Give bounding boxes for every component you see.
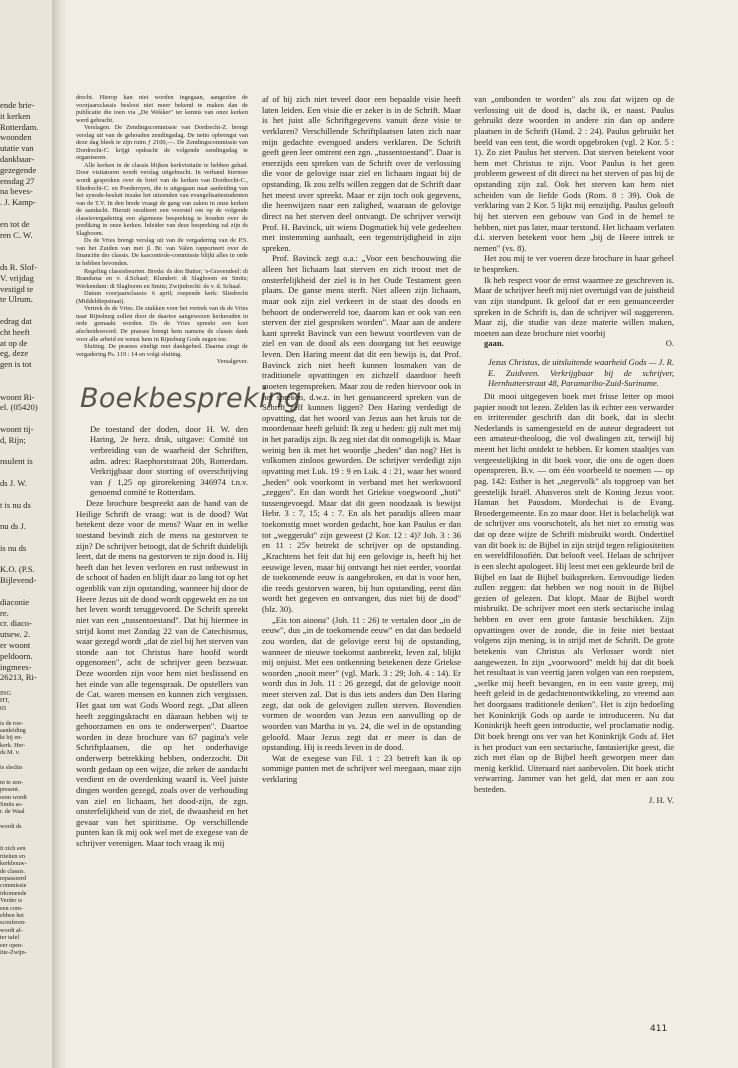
margin-fragment: Rotterdam. — [0, 121, 39, 132]
margin-fragment: cht heeft — [0, 326, 30, 337]
margin-fragment-small: itie-Zwijn- — [0, 949, 27, 956]
margin-fragment: is nu ds — [0, 542, 27, 553]
margin-fragment: ds R. Slof- — [0, 262, 38, 272]
margin-fragment: gezegende — [0, 164, 37, 175]
margin-fragment: te Ulrum. — [0, 294, 33, 305]
margin-fragment-small: eer open- — [0, 941, 24, 949]
review-paragraph: Het zou mij te ver voeren deze brochure in haar geheel te bespreken. — [474, 253, 674, 274]
margin-fragment-small: een com- — [0, 904, 23, 912]
margin-fragment: cr. diaco- — [0, 618, 32, 629]
margin-fragment-small: commissie — [0, 882, 27, 890]
margin-fragment: ds J. W. — [0, 478, 27, 488]
margin-fragment-small: irkomende — [0, 889, 27, 897]
margin-fragment: peldoorn. — [0, 650, 33, 661]
book-title-entry: Jezus Christus, de uitsluitende waarheid Gods — J. R. E. Zuidveen. Verkrijgbaar bij de schrijver, Hernhutterstraat 48, Paramaribo-Zuid-Suriname. — [488, 357, 674, 389]
page-number: 411 — [650, 1024, 668, 1034]
margin-fragment: el. (05420) — [0, 402, 38, 413]
classis-report — [76, 94, 248, 366]
margin-fragment-small: kerkbouw- — [0, 860, 27, 868]
report-paragraph: Regeling classisbeurten. Breda: ds den Butter; 's-Gravendeel: di Brandsma en v. d.Schaaf; Klundert: di Slagboom en Smits; Werkendam: di Slagboom en Smits; Zwijndrecht: ds v. d. Schaaf. — [76, 267, 248, 290]
margin-fragment: utsew. 2. — [0, 629, 31, 640]
margin-fragment: utatie van — [0, 143, 34, 154]
report-paragraph: drecht. Hierop kan niet worden ingegaan, aangezien de voorjaarsclassis besloot niet meer bekend te maken dan de publicatie die toen via „De Wekker" ter kennis van onze kerken werd gebracht. — [76, 94, 248, 124]
review-paragraph: Dit mooi uitgegeven boek met frisse letter op mooi papier noodt tot lezen. Zelden las ik echter een verwarder en irriterender geschrift dan dit boek, dat in slecht Nederlands is samengesteld en de auteur degradeert tot een amateur-theoloog, die vol dwalingen zit, terwijl hij meent het licht ontdekt te hebben. Er komen staaltjes van vergeestelijking in dit boek voor, die ons de ogen doen openspreren. B.v. — om één voorbeeld te noemen — op pag. 142: Esther is het „negervolk" als topgroep van het geestelijk Israël. Ahasveros stelt de Koning Jezus voor. Haman het Pausdom. Mordechai is de Evang. Broedergemeente. En zo maar door. Het is belachelijk wat de schrijver ons voorschotelt, als het niet zo ernstig was dat op deze wijze de Schrift misbruikt wordt. Ondertitel van dit boek is: de Bijbel in zijn strijd tegen religiositeiten en wereldfilosofiën. Dat belooft veel. Helaas de schrijver is een slecht apologeet. Hij leest met een gekleurde bril de Bijbel en laat de Bijbel buikspreken. Eenvoudige lieden zullen zeggen: dat hebben we nog nooit in de Bijbel gezien of gelezen. Dat klopt. Maar de Bijbel wordt misbruikt. De schrijver moet een sterk sectarische inslag hebben en over een grote fantasie beschikken. Zijn opvattingen over de zonde, die in feite niet bestaat volgens zijn mening, is in strijd met de Schrift. De grote betekenis van Christus als Verlosser wordt niet aangewezen. In zijn „voorwoord" meldt hij dat dit boek het resultaat is van veertig jaren volgen van een roepstem, „welke mij heeft bevangen, en in een vaste greep, mij heeft geleid in de gedachtenontwikkeling, zo vreemd aan het doorgaans traditionele denken". Het is zijn bedoeling het Koninkrijk Gods op aarde te introduceren. Nu dat Koninkrijk heeft geen introductie, wel proclamatie nodig. Dit boek brengt ons ver van het Koninkrijk Gods af. Het is het product van een sectarische, fantasierijke geest, die zich met élan op de Bijbel heeft geworpen meer dan menig kerklid. Uiteraard niet aanbevolen. Dit boek sticht verwarring. Jammer van het geld, dat men er aan zou besteden. — [474, 390, 674, 794]
margin-fragment: V. vrijdag — [0, 272, 34, 283]
review-ending — [474, 338, 674, 349]
review-paragraph: af of hij zich niet teveel door een bepaalde visie heeft laten leiden. Een visie die er zeker is in de Schrift. Maar is het juist alle Schriftgegevens vanuit deze visie te verklaren? Verschillende Schriftplaatsen laten zich naar mijn gedachte evengoed anders verklaren. De Schrift geeft geen leer omtrent een zgn. „tussentoestand". Daar is enerzijds een spreken van de Schrift over de verlossing die voor de gelovige naar ziel en lichaam ingaat bij de opstanding. Ik zou zelfs willen zeggen dat de Schrift daar het meest over spreekt. Maar er zijn toch ook gegevens, die heenwijzen naar een zalighed, waaraan de gelovige direct na het sterven deel ontvangt. De schrijver verwijt Prof. H. Bavinck, uit wiens Dogmatiek hij vele gedeelten met instemming aanhaalt, een tegenstrijdigheid in zijn spreken. — [262, 94, 461, 253]
margin-fragment: . J. Kamp- — [0, 197, 36, 208]
margin-fragment: d, Rijn; — [0, 434, 26, 445]
margin-fragment-small: Verder is — [0, 897, 23, 905]
margin-fragment: K.O. (P.S. — [0, 564, 35, 575]
margin-fragment-small: wordt ds — [0, 823, 22, 831]
report-paragraph: Alle kerken in de classis blijken kerkvisitatie te hebben gehad. Door visitatoren wordt verslag uitgebracht. In verband hiermee wordt gesproken over de brief van de kerken van Dordrecht-C., Sliedrecht-C. en Poederoyen, die is uitgegaan naar aanleiding van het synode-besluit inzake het uitzenden van evangelisatiestudenten van de T.V. In den brede vraagt de gang van zaken in onze kerken de aandacht. Hieruit resulteert een voorstel om op de volgende classisvergadering een algemene bespreking te houden over de prediking in onze kerken. Inleider van deze bespreking zal zijn ds Slagboom. — [76, 161, 248, 237]
column-3 — [474, 94, 674, 805]
margin-fragment-small: HT, — [0, 697, 10, 705]
margin-fragment: re. — [0, 607, 9, 618]
margin-fragment: nu ds J. — [0, 521, 27, 532]
margin-fragment-small: riteiten en — [0, 852, 25, 860]
margin-fragment-small: kt bij en- — [0, 734, 23, 742]
section-heading: Boekbespreking — [80, 382, 302, 414]
margin-fragment: eg, deze — [0, 348, 29, 359]
review-paragraph: Wat de exegese van Fil. 1 : 23 betreft kan ik op sommige punten met de schrijver wel meegaan, maar zijn verklaring — [262, 752, 461, 784]
page-fold-shadow — [52, 0, 66, 1068]
margin-fragment: ren C. W. — [0, 229, 33, 240]
margin-fragment: er woont — [0, 640, 31, 650]
report-paragraph: Verslagen. De Zendingscommissie van Dordrecht-Z. brengt verslag uit van de gehouden zendingsdag. De netto opbrengst van deze dag bleek te zijn ruim ƒ 2100,—. De Zendingscommissie van Dordrecht-C. krijgt opdracht de volgende zendingsdag te organiseren. — [76, 124, 248, 162]
margin-fragment: woonden — [0, 132, 32, 143]
margin-fragment-small: ebben het — [0, 912, 24, 919]
ending-word: gaan. — [484, 338, 504, 349]
margin-fragment: woont Ri- — [0, 391, 35, 402]
margin-fragment-small: r. de Waal — [0, 808, 25, 816]
margin-fragment: 26213, Ri- — [0, 672, 37, 683]
review-paragraph: Deze brochure bespreekt aan de hand van de Heilige Schrift de vraag: wat is de dood? Wat betekent deze voor de mens? Waar en in welke toestand bevindt zich de mens na gestorven te zijn? De schrijver betoogt, dat de Schrift duidelijk leert, dat de mens na gestorven te zijn dood is. Hij heeft dan het leven verloren en rust onbewust in de schoot of haden en blijft daar zo lang tot op het ogenblik van zijn opstanding, wanneer hij door de Heere Jezus uit de dood wordt opgewekt en zo tot het leven wordt teruggevoerd. De Schrift spreekt niet van een „tussentoestand". Dat hij hiermee in strijd komt met Zondag 22 van de Catechismus, waar gezegd wordt „dat de ziel bij het sterven van stonde aan tot Christus hare hoofd wordt opgenomen", acht de schrijver geen bezwaar. Deze woorden zijn voor hem niet beslissend en het einde van alle tegenspraak. De opstellers van de Cat. waren mensen en kunnen zich vergissen. Het gaat om wat Gods Woord zegt. „Dat alleen heeft zeggingskracht en dàaraan hebben wij te gehoorzamen en ons te onderwerpen". Daartoe worden in deze brochure van 67 pagina's vele Schriftplaatsen, die op het onderhavige onderwerp betrekking hebben, onderzocht. Dit wordt gedaan op een wijze, die zeker de aandacht verdient en de overdenking waard is. Veel juiste dingen worden gezegd, zoals over de verhouding van ziel en lichaam, het dood-zijn, de zgn. onsterfelijkheid van de ziel, de dwaasheid en het gevaar van het spiritisme. Op verschillende punten kan ik mij ook wel met de exegese van de schrijver verenigen. Maar toch vraag ik mij — [76, 498, 248, 849]
margin-fragment: it kerken — [0, 110, 31, 121]
margin-fragment: gen is tot — [0, 359, 32, 370]
review-paragraph: Prof. Bavinck zegt o.a.: „Voor een beschouwing die alleen het lichaam laat sterven en zich troost met de onsterfelijkheid der ziel is in het Oude Testament geen plaats. De ganse mens sterft. Niet alleen zijn lichaam, maar ook zijn ziel verkeert in de staat des doods en behoort de onderwereld toe, daarom kan er ook van een sterven der ziel gesproken worden". Maar aan de andere kant spreekt Bavinck van een bewust voortleven van de ziel en van de dood als een doorgang tot het eeuwige leven. Den Haring meent dat dit een bewijs is, dat Prof. Bavinck zich niet heeft kunnen losmaken van de traditionele opvattingen en zichzelf daardoor heeft moeten tegenspreken. Maar zou de reden hiervoor ook in het spreken, d.w.z. in het genuanceerd spreken van de Schrift zelf kunnen liggen? Den Haring verdedigt de opvatting, dat het woord van Jezus aan het kruis tot de moordenaar heeft geluid: Ik zeg u heden: gij zult met mij in het paradijs zijn. Ik zeg niet dat dit onmogelijk is. Maar weinig ben ik met het woordje „heden" dan nog? Het is volkomen zinloos geworden. De schrijver verdedigt zijn opvatting met Luk. 19 : 9 en Luk. 4 : 21, waar het woord „heden" ook voorkomt in verband met het werkwoord „zeggen". En dan wordt het Griekse voegwoord „hoti" tussengevoegd. Maar dat dit geen noodzaak is bewijst Hebr. 3 : 7, 15; 4 : 7. En als het paradijs alleen maar toekomstig moet worden gedacht, hoe kan Paulus er dan tot „weggerukt" zijn geweest (2 Kor. 12 : 4)? Joh. 3 : 36 en 11 : 25v betrekt de schrijver op de opstanding. „Krachtens het feit dat hij een gelovige is, heeft hij het eeuwige leven, maar hij ontvangt het niet eerder, voordat de toekomende eeuw is aangebroken, en dat is voor hen, die reeds gestorven waren, bij hun opstanding, eerst dàn wordt het gegeven en ontvangen, dus niet bij de dood" (blz. 30). — [262, 253, 461, 614]
margin-fragment-small: is de roe- — [0, 719, 24, 727]
review-paragraph: van „ontbonden te worden" als zou dat wijzen op de verlossing uit de dood is, dacht ik, er naast. Paulus gebruikt deze woorden in andere zin dan op andere plaatsen in de Schrift (Hand. 2 : 24). Paulus gebruikt het beeld van een tent, die wordt opgebroken (vgl. 2 Kor. 5 : 1). Zo ziet Paulus het sterven. Dat sterven betekent voor hem met Christus te zijn. Voor Paulus is het geen probleem geweest of dit direct na het sterven of pas bij de opstanding zijn zal. Ook het sterven kan hem niet scheiden van de liefde Gods (Rom. 8 : 39). Ook de verklaring van 2 Kor. 5 lijkt mij eenzijdig. Paulus gelooft bij het sterven een gebouw van God in de hemel te hebben, niet pas later, maar terstond. Het lichaam verlaten d.i. sterven betekent voor hem „bij de Heere intrek te nemen" (vs. 8). — [474, 94, 674, 253]
report-paragraph: Ds de Vries brengt verslag uit van de vergadering van de P.S. van het Zuiden van mei jl. Br. van Valen rapporteert over de financiën der classis. De kascontrole-commissie blijkt alles in orde te hebben bevonden. — [76, 237, 248, 268]
margin-fragment-small: ter tafel — [0, 934, 20, 942]
margin-fragment-small: de classis. — [0, 867, 26, 875]
margin-fragment: ingmees- — [0, 661, 32, 672]
margin-fragment-small: ING — [0, 690, 11, 697]
report-signoff: Versalgever. — [216, 358, 248, 366]
margin-fragment: na beves- — [0, 186, 33, 197]
margin-fragment-small: aanleiding — [0, 727, 26, 734]
margin-fragment-small: Smits as- — [0, 801, 23, 808]
margin-fragment: woont tij- — [0, 424, 34, 434]
report-paragraph: Datum voorjaarsclassis: 6 april; roepende kerk: Sliedrecht (Middeldiepstraat). — [76, 290, 248, 305]
margin-fragment: ende brie- — [0, 100, 35, 110]
column-2 — [262, 94, 461, 785]
previous-page-margin — [0, 0, 52, 1068]
margin-fragment: en tot de — [0, 218, 30, 229]
margin-fragment-small: kerk. Her- — [0, 741, 26, 749]
report-paragraph: Vertrek ds de Vries. De stukken voor het vertrek van ds de Vries naar Rijnsburg zullen door de daartoe aangewezen kerkeraden in orde gemaakt worden. Ds de Vries spreekt een kort afscheidswoord. De praeses brengt hem namens de classis dank voor alle arbeid en wenst hem in Rijnsburg Gods zegen toe. — [76, 305, 248, 343]
margin-fragment: diaconie — [0, 596, 30, 607]
margin-fragment: edrag dat — [0, 316, 32, 326]
margin-fragment-small: m te zen- — [0, 778, 24, 786]
margin-fragment: t is nu ds — [0, 499, 31, 510]
book-title-entry: De toestand der doden, door H. W. den Haring, 2e herz. druk, uitgave: Comité tot verbreiding van de waarheid der Schriften, adm. adres: Raephorststraat 20b, Rotterdam. Verkrijgbaar door storting of overschrijving van ƒ 1,25 op girorekening 346974 t.n.v. genoemd comité te Rotterdam. — [90, 423, 248, 498]
margin-fragment: ensdag 27 — [0, 175, 35, 186]
margin-fragment-small: wordt af- — [0, 926, 23, 934]
margin-fragment-small: oom wordt — [0, 793, 27, 801]
margin-fragment: nsulent is — [0, 456, 33, 467]
margin-fragment-small: is slechts — [0, 764, 23, 771]
review-paragraph: Ik heb respect voor de ernst waarmee ze geschreven is. Maar de schrijver heeft mij niet overtuigd van de juistheid van zijn standpunt. Ik geloof dat er een genuanceerder spreken in de Schrift is, dan de schrijver wil suggereren. Maar zij, die studie van deze materie willen maken, moeten aan deze brochure niet voorbij — [474, 274, 674, 338]
margin-fragment: at op de — [0, 337, 28, 348]
margin-fragment-small: repasseerd — [0, 875, 27, 882]
reviewer-initial: O. — [665, 338, 674, 349]
margin-fragment: dankbaar- — [0, 154, 35, 164]
margin-fragment-small: ds M. v. — [0, 749, 20, 757]
margin-fragment: Bijlevend- — [0, 575, 37, 586]
column-1 — [76, 94, 302, 849]
review-paragraph: „Eis ton aioona" (Joh. 11 : 26) te vertalen door „in de eeuw", dus „in de toekomende eeuw" en dat dan bedoeld zou worden, dat de gelovige eerst bij de opstanding, wanneer de nieuwe toekomst aanbreekt, leven zal, blijkt mij onjuist. Met een ontkenning betekenen deze Griekse woorden „nooit meer" (vgl. Mark. 3 : 29; Joh. 4 : 14). Er wordt dus in Joh. 11 : 26 gezegd, dat de gelovige nooit meer sterven zal. Dat is dus iets anders dan Den Haring zegt, dat ook de gelovigen zullen sterven. Bovendien vormen de woorden van Jezus een aanvulling op de woorden van Martha in vs. 24, die wel in de opstanding geloofd. Maar Jezus zegt dat er meer is dan de opstanding. Hij is reeds leven in de dood. — [262, 614, 461, 753]
report-paragraph: Sluiting. De praeses eindigt met dankgebed. Daarna zingt de vergadering Ps. 119 : 14 en volgt sluiting. — [76, 343, 248, 358]
margin-fragment-small: it zich een — [0, 845, 26, 853]
margin-fragment-small: 65 — [0, 704, 7, 712]
margin-fragment-small: present. — [0, 786, 20, 794]
reviewer-signature: J. H. V. — [648, 794, 674, 805]
margin-fragment-small: sconferen- — [0, 919, 27, 927]
margin-fragment: vestigd te — [0, 283, 34, 294]
